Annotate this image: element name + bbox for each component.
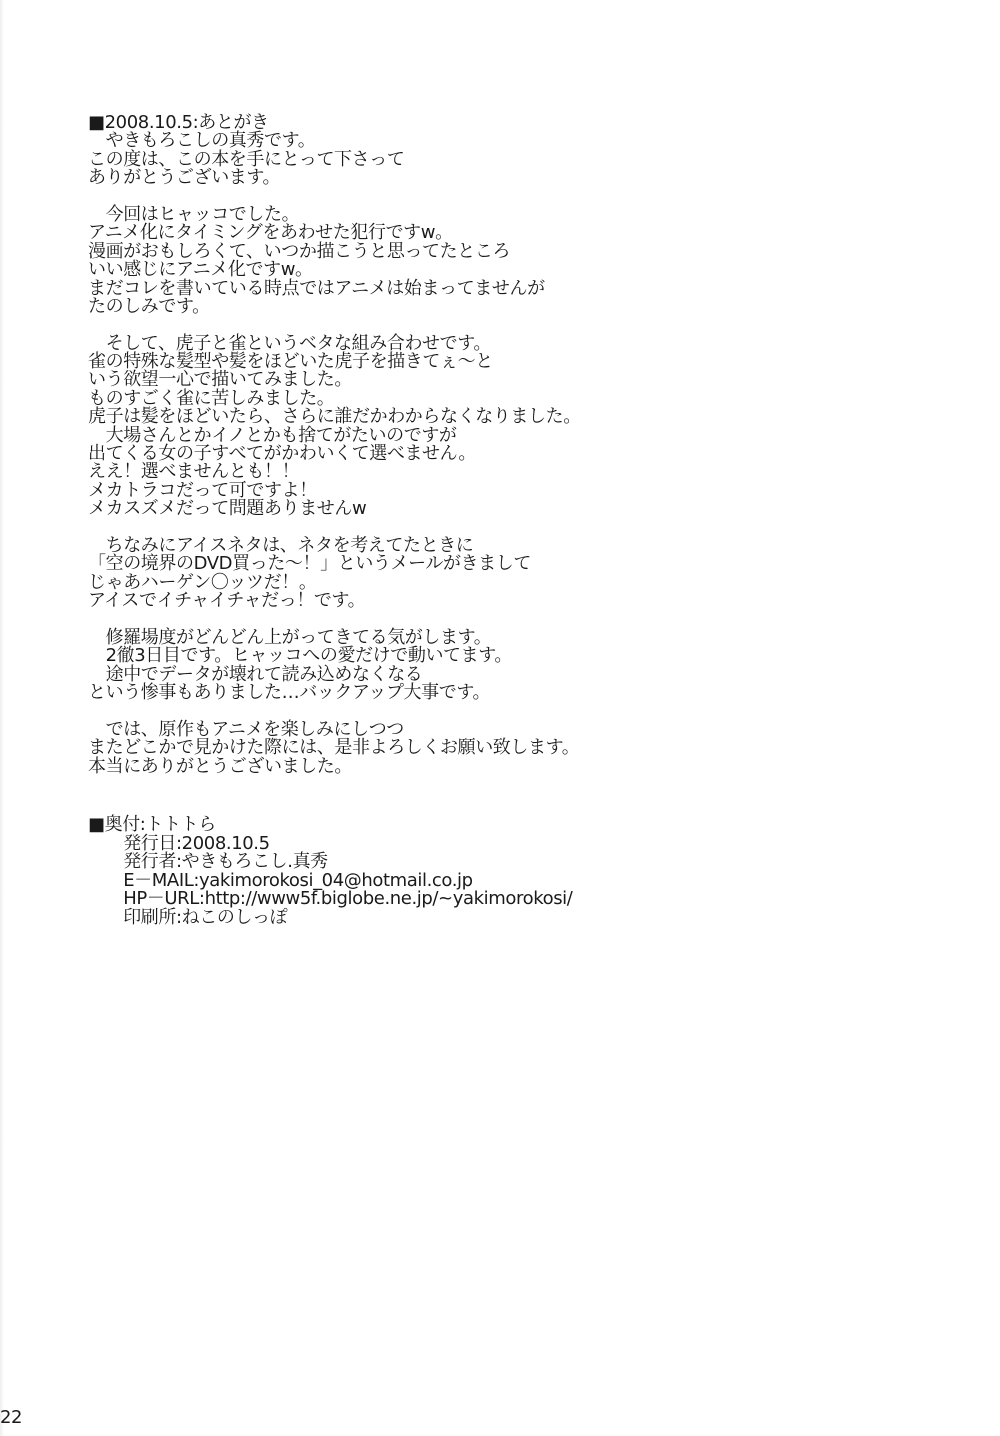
colophon-line: E－MAIL:yakimorokosi_04@hotmail.co.jp (88, 869, 473, 891)
afterword-line: やきもろこしの真秀です。 (88, 130, 316, 152)
afterword-line: じゃあハーゲン〇ッツだ！。 (88, 571, 317, 593)
afterword-line: 本当にありがとうございました。 (88, 755, 352, 777)
colophon-line: 発行者:やきもろこし.真秀 (88, 851, 328, 873)
afterword-line: 途中でデータが壊れて読み込めなくなる (88, 663, 423, 685)
afterword-line: ■2008.10.5:あとがき (88, 112, 269, 133)
afterword-line: 2徹3日目です。ヒャッコへの愛だけで動いてます。 (88, 645, 513, 667)
colophon-line: 発行日:2008.10.5 (88, 832, 270, 854)
afterword-line: ちなみにアイスネタは、ネタを考えてたときに (88, 534, 474, 556)
afterword-line: 虎子は髪をほどいたら、さらに誰だかわからなくなりました。 (88, 406, 581, 428)
afterword-line: この度は、この本を手にとって下さって (88, 148, 405, 170)
afterword-line: 今回はヒャッコでした。 (88, 203, 300, 225)
afterword-line: ものすごく雀に苦しみました。 (88, 387, 335, 409)
paragraph-gap (88, 316, 968, 334)
colophon-line: HP－URL:http://www5f.biglobe.ne.jp/~yakimorokosi/ (88, 888, 573, 910)
afterword-line: メカトラコだって可ですよ！ (88, 479, 317, 501)
afterword-line: 修羅場度がどんどん上がってきてる気がします。 (88, 626, 492, 648)
afterword-line: アニメ化にタイミングをあわせた犯行ですw。 (88, 222, 453, 244)
afterword-line: 「空の境界のDVD買った～！」というメールがきまして (88, 553, 531, 575)
scan-edge (0, 0, 4, 1436)
afterword-line: またどこかで見かけた際には、是非よろしくお願い致します。 (88, 737, 580, 759)
afterword-line: 漫画がおもしろくて、いつか描こうと思ってたところ (88, 240, 511, 262)
afterword-line: 出てくる女の子すべてがかわいくて選べません。 (88, 443, 476, 465)
afterword-section (88, 114, 968, 776)
afterword-line: 雀の特殊な髪型や髪をほどいた虎子を描きてぇ～と (88, 351, 493, 373)
afterword-line: そして、虎子と雀というベタな組み合わせです。 (88, 332, 491, 354)
afterword-line: まだコレを書いている時点ではアニメは始まってませんが (88, 277, 545, 299)
afterword-line: アイスでイチャイチャだっ！です。 (88, 590, 366, 612)
afterword-line: たのしみです。 (88, 295, 210, 317)
page-number: 22 (0, 1407, 22, 1428)
colophon-line: 印刷所:ねこのしっぽ (88, 906, 288, 928)
afterword-line: ありがとうございます。 (88, 167, 281, 189)
afterword-line: ええ！選べませんとも！！ (88, 461, 300, 483)
colophon-section (88, 816, 968, 928)
afterword-line: 大場さんとかイノとかも捨てがたいのですが (88, 424, 457, 446)
afterword-line: では、原作もアニメを楽しみにしつつ (88, 718, 404, 740)
afterword-line: いい感じにアニメ化ですw。 (88, 259, 313, 281)
afterword-line: いう欲望一心で描いてみました。 (88, 369, 352, 391)
afterword-line: メカスズメだって問題ありませんw (88, 498, 367, 520)
colophon-line: ■奥付:トトトら (88, 814, 216, 835)
afterword-line: という惨事もありました…バックアップ大事です。 (88, 682, 491, 704)
